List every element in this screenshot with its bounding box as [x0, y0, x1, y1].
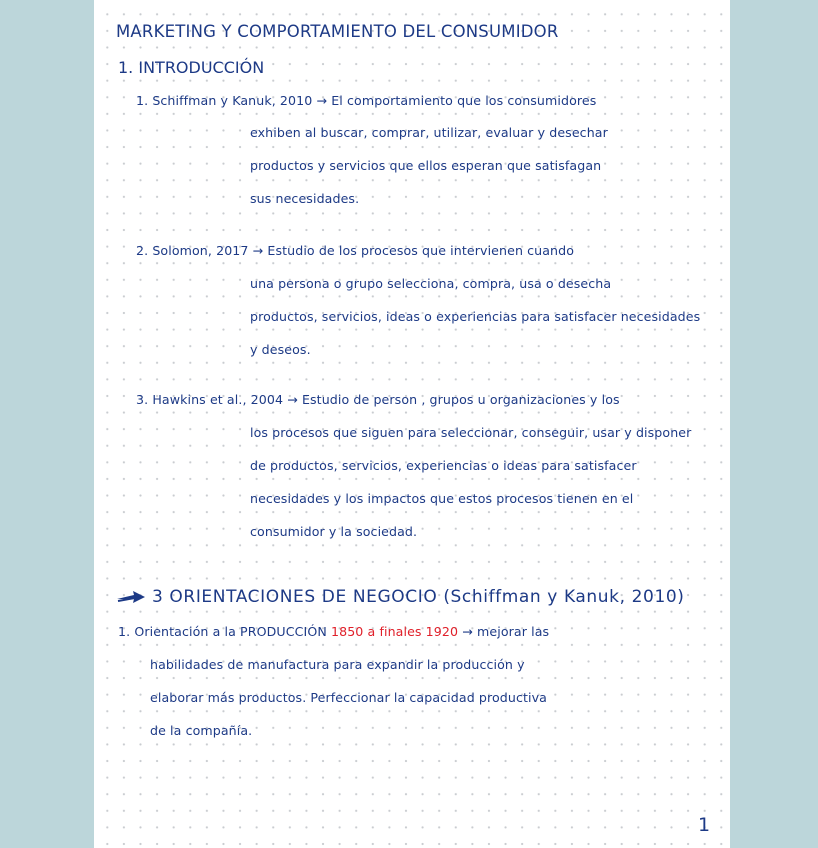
intro-line-5: 2. Solomon, 2017 → Estudio de los procesos que intervienen cuando [136, 243, 575, 258]
arrow-right-icon [116, 590, 146, 604]
orientacion-produccion-line-4: de la compañía. [150, 723, 253, 738]
orientacion-produccion-line-2: habilidades de manufactura para expandir la producción y [150, 657, 525, 672]
intro-line-9: 3. Hawkins et al., 2004 → Estudio de person , grupos u organizaciones y los [136, 392, 620, 407]
orientacion-produccion-line-1 [118, 624, 549, 639]
intro-line-8: y deseos. [250, 342, 311, 357]
notebook-page [94, 0, 730, 848]
intro-line-12: necesidades y los impactos que estos procesos tienen en el [250, 491, 634, 506]
intro-line-1: 1. Schiffman y Kanuk, 2010 → El comportamiento que los consumidores [136, 93, 597, 108]
intro-line-7: productos, servicios, ideas o experiencias para satisfacer necesidades [250, 309, 701, 324]
intro-line-10: los procesos que siguen para seleccionar, conseguir, usar y disponer [250, 425, 692, 440]
section-heading-text: 3 ORIENTACIONES DE NEGOCIO (Schiffman y Kanuk, 2010) [152, 587, 685, 607]
section-heading-orientaciones [116, 587, 685, 607]
page-number: 1 [698, 814, 711, 836]
intro-line-13: consumidor y la sociedad. [250, 524, 418, 539]
intro-line-2: exhiben al buscar, comprar, utilizar, evaluar y desechar [250, 125, 608, 140]
orientacion-dates: 1850 a finales 1920 [330, 624, 459, 639]
orientacion-suffix: → mejorar las [462, 624, 550, 639]
intro-line-3: productos y servicios que ellos esperan que satisfagan [250, 158, 602, 173]
orientacion-produccion-line-3: elaborar más productos. Perfeccionar la capacidad productiva [150, 690, 547, 705]
intro-line-6: una persona o grupo selecciona, compra, usa o desecha [250, 276, 612, 291]
orientacion-prefix: 1. Orientación a la PRODUCCIÓN [118, 624, 327, 639]
page-title: MARKETING Y COMPORTAMIENTO DEL CONSUMIDOR [116, 22, 559, 41]
intro-line-4: sus necesidades. [250, 191, 360, 206]
intro-line-11: de productos, servicios, experiencias o ideas para satisfacer [250, 458, 637, 473]
section-heading-introduccion: 1. INTRODUCCIÓN [118, 58, 265, 77]
